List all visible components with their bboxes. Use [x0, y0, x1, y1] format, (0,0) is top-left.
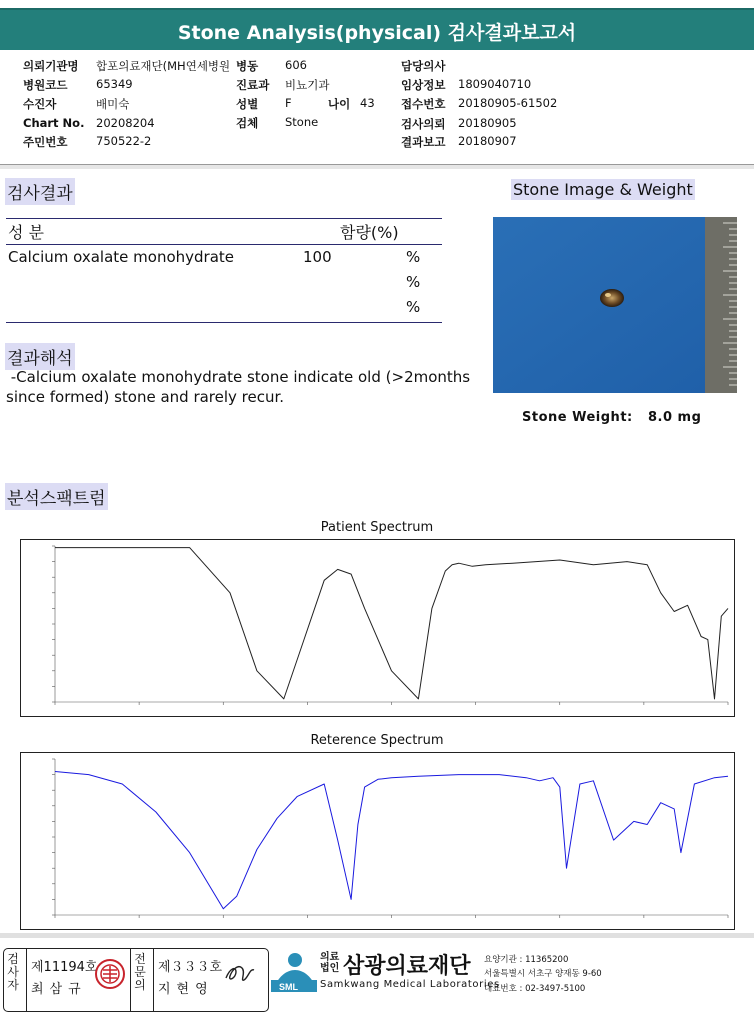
interpretation-line-2: since formed) stone and rarely recur.	[6, 388, 285, 406]
result-row-1-unit: %	[406, 248, 421, 266]
specialist-license: 제３３３호	[158, 960, 223, 975]
examiner-seal	[94, 958, 126, 990]
spectrum-axes	[55, 546, 728, 702]
patient-spectrum-title: Patient Spectrum	[320, 520, 434, 535]
hospital-code-value: 65349	[96, 77, 133, 91]
lab-name-english: Samkwang Medical Laboratories	[320, 979, 500, 990]
stone-photo	[493, 217, 737, 393]
chart-no-value: 20208204	[96, 116, 155, 130]
specialist-signature	[222, 960, 262, 990]
receipt-no-label: 접수번호	[401, 97, 446, 111]
spectrum-heading: 분석스팩트럼	[5, 483, 108, 510]
report-title: Stone Analysis(physical) 검사결과보고서	[177, 22, 577, 44]
lab-address: 서울특별시 서초구 양재동 9-60	[484, 969, 602, 979]
resident-no-value: 750522-2	[96, 134, 152, 148]
report-title-bar	[0, 8, 754, 50]
signature-divider	[153, 949, 154, 1011]
reference-spectrum-chart	[20, 752, 735, 930]
lab-name-korean: 삼광의료재단	[343, 954, 471, 979]
department-label: 진료과	[236, 78, 270, 92]
request-date-value: 20180905	[458, 116, 517, 130]
header-shadow	[0, 165, 754, 169]
interpretation-heading: 결과해석	[5, 343, 75, 370]
interpretation-line-1: -Calcium oxalate monohydrate stone indicate old (>2months	[6, 368, 471, 386]
specimen-value: Stone	[285, 115, 319, 129]
ward-value: 606	[285, 58, 307, 72]
age-value: 43	[360, 96, 375, 110]
signature-divider	[130, 949, 131, 1011]
spectrum-line	[55, 548, 728, 699]
receipt-no-value: 20180905-61502	[458, 96, 558, 110]
examiner-license: 제11194호	[31, 960, 98, 975]
result-row-2-unit: %	[406, 273, 421, 291]
stone-weight-value: 8.0 mg	[648, 410, 702, 425]
lab-legal-mark: 의료 법인	[320, 952, 340, 974]
specialist-name: 지현영	[158, 982, 214, 997]
ward-label: 병동	[236, 59, 259, 73]
patient-label: 수진자	[23, 97, 57, 111]
signature-divider	[26, 949, 27, 1011]
reference-spectrum-title: Reterence Spectrum	[310, 733, 444, 748]
results-heading: 검사결과	[5, 178, 75, 205]
request-date-label: 검사의뢰	[401, 117, 446, 131]
patient-value: 배미숙	[96, 97, 130, 111]
chart-no-label: Chart No.	[23, 116, 85, 130]
result-row-1-name: Calcium oxalate monohydrate	[8, 248, 235, 266]
svg-text:SML: SML	[279, 982, 298, 992]
specimen-label: 검체	[236, 116, 259, 130]
amount-column-header: 함량(%)	[340, 223, 399, 242]
lab-phone: 대표번호 : 02-3497-5100	[484, 984, 586, 994]
report-date-value: 20180907	[458, 134, 517, 148]
results-table-header-rule	[6, 244, 442, 245]
sml-logo-icon	[271, 950, 317, 994]
lab-registration: 요양기관 : 11365200	[484, 955, 569, 965]
clinical-info-value: 1809040710	[458, 77, 532, 91]
results-table-top-rule	[6, 218, 442, 219]
hospital-code-label: 병원코드	[23, 78, 68, 92]
spectrum-axes	[55, 759, 728, 915]
resident-no-label: 주민번호	[23, 135, 68, 149]
results-table-bottom-rule	[6, 322, 442, 323]
requesting-org-value: 합포의료재단(MH연세병원	[96, 59, 231, 73]
department-value: 비뇨기과	[285, 78, 330, 92]
sex-label: 성별	[236, 97, 259, 111]
result-row-1-amount: 100	[303, 248, 332, 266]
report-date-label: 결과보고	[401, 135, 446, 149]
result-row-3-unit: %	[406, 298, 421, 316]
examiner-vertical-label: 검 사 자	[7, 952, 19, 992]
doctor-label: 담당의사	[401, 59, 446, 73]
component-column-header: 성 분	[8, 223, 44, 242]
spectrum-line	[55, 772, 728, 909]
examiner-name: 최삼규	[31, 982, 87, 997]
footer-shadow	[0, 933, 754, 938]
patient-spectrum-chart	[20, 539, 735, 717]
specialist-vertical-label: 전 문 의	[134, 952, 146, 992]
sex-value: F	[285, 96, 292, 110]
stone-image-heading: Stone Image & Weight	[513, 180, 693, 199]
age-label: 나이	[328, 97, 351, 111]
requesting-org-label: 의뢰기관명	[23, 59, 79, 73]
clinical-info-label: 임상정보	[401, 78, 446, 92]
stone-weight-label: Stone Weight:	[522, 410, 633, 425]
